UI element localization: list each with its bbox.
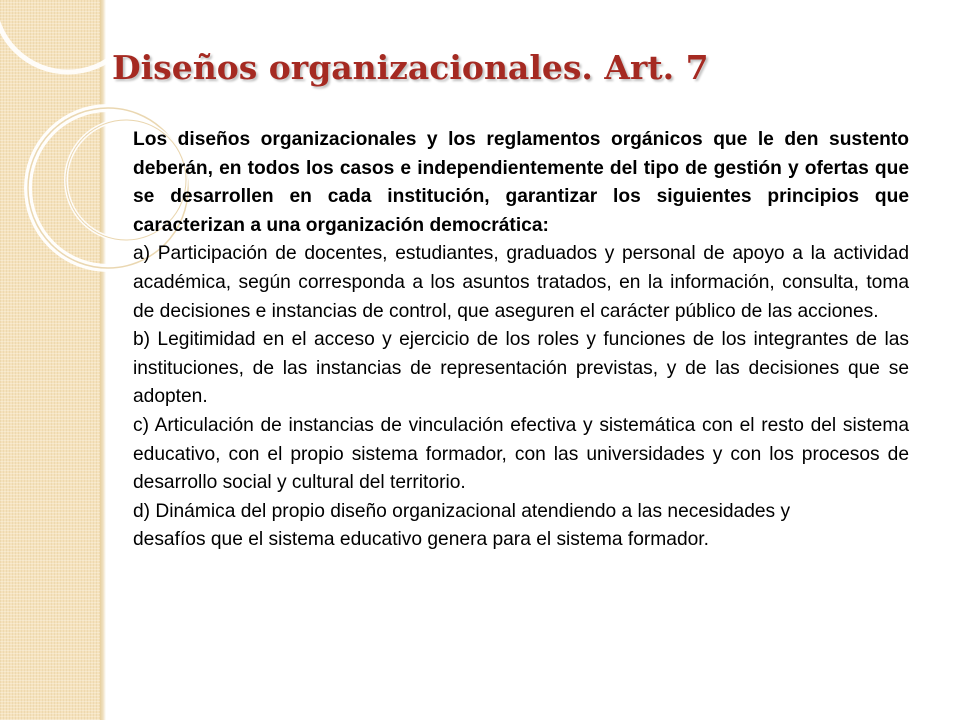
- list-item-c: c) Articulación de instancias de vinculación efectiva y sistemática con el resto del sistema educativo, con el propio sistema formador, con las universidades y con los procesos de desarrollo social y cultural del territorio.: [133, 414, 909, 494]
- closing-line: desafíos que el sistema educativo genera para el sistema formador.: [133, 529, 709, 551]
- list-item-a: a) Participación de docentes, estudiantes, graduados y personal de apoyo a la actividad académica, según corresponda a los asuntos tratados, en la información, consulta, toma de decisiones e instancias de control, que aseguren el carácter público de las acciones.: [133, 243, 909, 322]
- slide-title: Diseños organizacionales. Art. 7: [112, 48, 709, 87]
- slide-body: [133, 126, 909, 555]
- list-item-b: b) Legitimidad en el acceso y ejercicio de los roles y funciones de los integrantes de las instituciones, de las instancias de representación previstas, y de las decisiones que se adopten.: [133, 329, 909, 408]
- list-item-d: d) Dinámica del propio diseño organizacional atendiendo a las necesidades y: [133, 500, 791, 522]
- intro-paragraph: Los diseños organizacionales y los reglamentos orgánicos que le den sustento deberán, en todos los casos e independientemente del tipo de gestión y ofertas que se desarrollen en cada institución, garantizar los siguientes principios que caracterizan a una organización democrática:: [133, 129, 909, 236]
